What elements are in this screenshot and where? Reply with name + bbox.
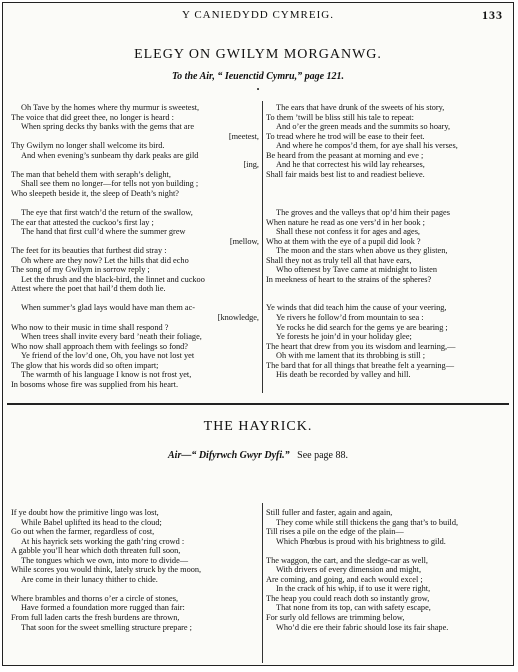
verse-line: Ye forests he join’d in your holiday glee; (276, 332, 412, 342)
verse-line: Who at them with the eye of a pupil did look ? (266, 236, 421, 246)
verse-line: The bard that for all things that breathe felt a yearning— (266, 360, 454, 370)
verse-line: [ing, (243, 160, 259, 170)
verse-line: Thy Gwilym no longer shall welcome its bird. (11, 141, 165, 151)
stanza-gap (11, 198, 261, 208)
elegy-right-column (266, 103, 511, 380)
verse-line: Shall fair maids best list to and readiest believe. (266, 169, 425, 179)
hayrick-air-text: Air—“ Difyrwch Gwyr Dyfi.” (168, 450, 290, 461)
running-head (3, 9, 513, 23)
verse-line: The warmth of his language I know is not frost yet, (21, 370, 192, 380)
verse-line: The ears that have drunk of the sweets of his story, (276, 103, 445, 112)
hayrick-air-line (3, 450, 513, 461)
verse-line: The eye that first watch’d the return of the swallow, (21, 208, 193, 218)
verse-line: The heap you could reach doth so instantly grow, (266, 593, 430, 603)
verse-line: In bosoms whose fire was supplied from his heart. (11, 379, 179, 389)
verse-line: The ear that attested the cuckoo’s first lay ; (11, 217, 154, 227)
verse-line: Still fuller and faster, again and again, (266, 508, 393, 517)
verse-line: [knowledge, (217, 313, 259, 323)
verse-line: If ye doubt how the primitive lingo was lost, (11, 508, 159, 517)
verse-line: Ye rocks he did search for the gems ye are bearing ; (276, 322, 448, 332)
verse-line: When trees shall invite every bard ’neath their foliage, (21, 332, 202, 342)
verse-line: Who oftenest by Tave came at midnight to listen (276, 265, 438, 275)
stanza-gap (266, 546, 511, 556)
verse-line: The moon and the stars when above us they glisten, (276, 246, 448, 256)
verse-line: The groves and the valleys that op’d him their pages (276, 208, 450, 218)
verse-line: [mellow, (229, 236, 259, 246)
column-divider (262, 101, 263, 393)
verse-line: Shall these not confess it for ages and ages, (276, 227, 421, 237)
verse-line: While Babel uplifted its head to the cloud; (21, 517, 162, 527)
stanza-gap (266, 198, 511, 208)
verse-line: For surly old fellows are trimming below, (266, 613, 405, 623)
verse-line: The song of my Gwilym in sorrow reply ; (11, 265, 150, 275)
verse-line: At his hayrick sets working the gath’ring crowd : (21, 536, 185, 546)
verse-line: Are coming, and going, and each would excel ; (266, 574, 423, 584)
verse-line: In the crack of his whip, if to use it were right, (276, 584, 431, 594)
verse-line: And where he compos’d them, for aye shall his verses, (276, 141, 458, 151)
verse-line: A gabble you’ll hear which doth threaten full soon, (11, 546, 181, 556)
stanza-gap (11, 584, 261, 594)
verse-line: Till rises a pile on the edge of the plain— (266, 527, 404, 537)
verse-line: Who now to their music in time shall respond ? (11, 322, 169, 332)
verse-line: The waggon, the cart, and the sledge-car as well, (266, 555, 428, 565)
column-divider (262, 503, 263, 663)
ornament-mark: • (256, 85, 260, 94)
stanza-gap (266, 294, 511, 304)
verse-line: Go out when the farmer, regardless of cost, (11, 527, 155, 537)
verse-line: The voice that did greet thee, no longer is heard : (11, 112, 174, 122)
verse-line: Shall they not as truly tell all that have ears, (266, 255, 412, 265)
verse-line: That soon for the sweet smelling structure prepare ; (21, 622, 192, 632)
verse-line: Who’d die ere their fabric should lose its fair shape. (276, 622, 449, 632)
verse-line: To them ’twill be bliss still his tale to repeat: (266, 112, 414, 122)
verse-line: The glow that his words did so often impart; (11, 360, 159, 370)
verse-line: Which Phœbus is proud with his brightness to gild. (276, 536, 446, 546)
verse-line: And o’er the green meads and the summits so hoary, (276, 122, 451, 132)
stanza-gap (266, 284, 511, 294)
verse-line: Let the thrush and the black-bird, the linnet and cuckoo (21, 274, 205, 284)
verse-line: Oh where are they now? Let the hills that did echo (21, 255, 189, 265)
verse-line: The tongues which we own, into more to divide— (21, 555, 189, 565)
verse-line: And when evening’s sunbeam thy dark peaks are gild (21, 150, 199, 160)
verse-line: The heart that drew from you its wisdom and learning,— (266, 341, 456, 351)
hayrick-left-column (11, 508, 261, 632)
hayrick-page-ref: See page 88. (297, 450, 348, 461)
verse-line: Have formed a foundation more rugged than fair: (21, 603, 185, 613)
verse-line: To tread where he trod will be ease to their feet. (266, 131, 425, 141)
verse-line: Oh with me lament that its throbbing is still ; (276, 351, 426, 361)
verse-line: When nature he read as one vers’d in her book ; (266, 217, 425, 227)
verse-line: While scores you would think, lately struck by the moon, (11, 565, 202, 575)
stanza-gap (266, 179, 511, 189)
stanza-gap (11, 294, 261, 304)
elegy-left-column (11, 103, 261, 389)
verse-line: From full laden carts the fresh burdens are thrown, (11, 613, 180, 623)
verse-line: Ye winds that did teach him the cause of your veering, (266, 303, 447, 313)
verse-line: Ye friend of the lov’d one, Oh, you have not lost yet (21, 351, 195, 361)
verse-line: In meekness of heart to the strains of the spheres? (266, 274, 432, 284)
verse-line: Be heard from the peasant at morning and eve ; (266, 150, 424, 160)
verse-line: The hand that first cull’d where the summer grew (21, 227, 186, 237)
verse-line: Attest where the poet that hail’d them doth lie. (11, 284, 166, 294)
verse-line: Shall see them no longer—for tells not yon building ; (21, 179, 199, 189)
hayrick-right-column (266, 508, 511, 632)
verse-line: [meetest, (228, 131, 259, 141)
verse-line: Oh Tave by the homes where thy murmur is sweetest, (21, 103, 200, 112)
verse-line: When spring decks thy banks with the gems that are (21, 122, 195, 132)
book-page (2, 2, 514, 666)
running-head-title: Y CANIEDYDD CYMREIG. (182, 9, 334, 21)
verse-line: When summer’s glad lays would have man them ac- (21, 303, 196, 313)
verse-line: His death be recorded by valley and hill. (276, 370, 411, 380)
verse-line: The feet for its beauties that furthest did stray : (11, 246, 167, 256)
elegy-air-line: To the Air, “ Ieuenctid Cymru,” page 121. (171, 71, 345, 82)
elegy-title: ELEGY ON GWILYM MORGANWG. (134, 47, 382, 62)
page-number: 133 (482, 8, 503, 22)
verse-line: Ye rivers he follow’d from mountain to sea : (276, 313, 424, 323)
hayrick-title: THE HAYRICK. (203, 419, 313, 434)
verse-line: The man that beheld them with seraph’s delight, (11, 169, 171, 179)
verse-line: And he that correctest his wild lay rehearses, (276, 160, 425, 170)
verse-line: Where brambles and thorns o’er a circle of stones, (11, 593, 179, 603)
verse-line: With drivers of every dimension and might, (276, 565, 422, 575)
stanza-gap (266, 189, 511, 199)
verse-line: They come while still thickens the gang that’s to build, (276, 517, 459, 527)
verse-line: Are come in their lunacy thither to chide. (21, 574, 158, 584)
verse-line: Who sleepeth beside it, the sleep of Death’s night? (11, 188, 179, 198)
verse-line: That none from its top, can with safety escape, (276, 603, 431, 613)
section-rule (7, 403, 509, 405)
verse-line: Who now shall approach them with feelings so fond? (11, 341, 188, 351)
